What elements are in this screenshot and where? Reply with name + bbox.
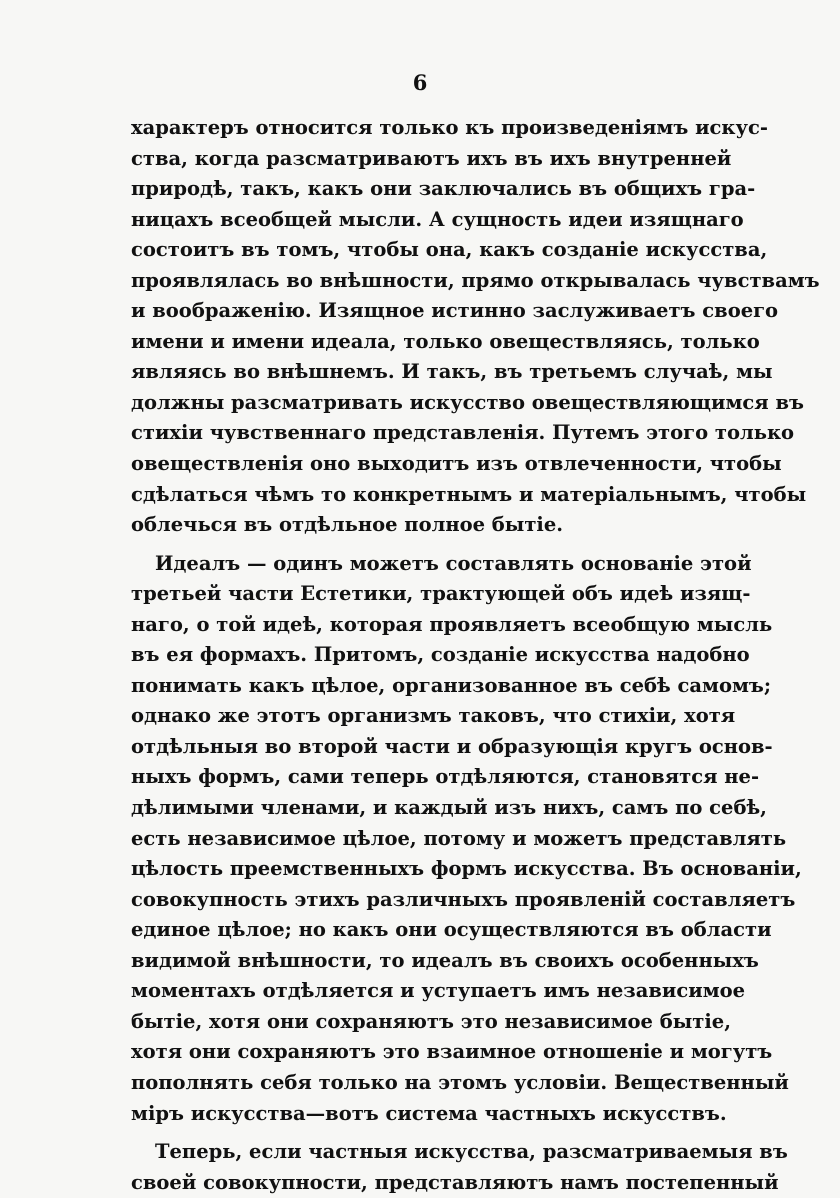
text-line: цѣлость преемственныхъ формъ искусства. Въ основаніи, [131, 857, 802, 881]
text-line: пополнять себя только на этомъ условіи. Вещественный [131, 1070, 789, 1094]
text-line: проявлялась во внѣшности, прямо открывалась чувствамъ [131, 268, 820, 292]
text-line: дѣлимыми членами, и каждый изъ нихъ, самъ по себѣ, [131, 796, 767, 820]
text-line: ныхъ формъ, сами теперь отдѣляются, становятся не- [131, 765, 760, 789]
text-line: совокупность этихъ различныхъ проявленій составляетъ [131, 887, 796, 911]
text-line: природѣ, такъ, какъ они заключались въ общихъ гра- [131, 177, 756, 201]
text-line: сдѣлаться чѣмъ то конкретнымъ и матеріальнымъ, чтобы [131, 482, 807, 506]
text-line: хотя они сохраняютъ это взаимное отношеніе и могутъ [131, 1040, 773, 1064]
text-line: стихіи чувственнаго представленія. Путемъ этого только [131, 421, 795, 445]
text-line: должны разсматривать искусство овеществляющимся въ [131, 390, 804, 414]
text-line: и воображенію. Изящное истинно заслуживаетъ своего [131, 299, 779, 323]
text-line: въ ея формахъ. Притомъ, созданіе искусства надобно [131, 643, 750, 667]
text-line: моментахъ отдѣляется и уступаетъ имъ независимое [131, 979, 746, 1003]
text-line: являясь во внѣшнемъ. И такъ, въ третьемъ случаѣ, мы [131, 360, 773, 384]
text-line: наго, о той идеѣ, которая проявляетъ всеобщую мысль [131, 612, 773, 636]
text-line: Теперь, если частныя искусства, разсматриваемыя въ [155, 1140, 788, 1164]
text-line: имени и имени идеала, только овеществляясь, только [131, 329, 760, 353]
page-number: 6 [412, 70, 428, 95]
paragraph [131, 1137, 788, 1198]
text-line: состоитъ въ томъ, чтобы она, какъ созданіе искусства, [131, 238, 768, 262]
text-line: овеществленія оно выходитъ изъ отвлеченности, чтобы [131, 452, 782, 476]
text-line: видимой внѣшности, то идеалъ въ своихъ особенныхъ [131, 948, 759, 972]
text-line: есть независимое цѣлое, потому и можетъ представлять [131, 826, 787, 850]
text-line: однако же этотъ организмъ таковъ, что стихіи, хотя [131, 704, 736, 728]
text-line: единое цѣлое; но какъ они осуществляются въ области [131, 918, 772, 942]
text-body [131, 113, 820, 1198]
text-line: ницахъ всеобщей мысли. А сущность идеи изящнаго [131, 207, 744, 231]
text-line: отдѣльныя во второй части и образующія кругъ основ- [131, 734, 773, 758]
text-line: міръ искусства—вотъ система частныхъ искусствъ. [131, 1101, 727, 1125]
text-line: облечься въ отдѣльное полное бытіе. [131, 513, 564, 537]
text-line: бытіе, хотя они сохраняютъ это независимое бытіе, [131, 1009, 731, 1033]
text-line: характеръ относится только къ произведеніямъ искус- [131, 116, 768, 139]
text-line: понимать какъ цѣлое, организованное въ себѣ самомъ; [131, 673, 772, 697]
text-line: третьей части Естетики, трактующей объ идеѣ изящ- [131, 582, 751, 606]
text-line: Идеалъ — одинъ можетъ составлять основаніе этой [155, 551, 752, 575]
text-line: своей совокупности, представляютъ намъ постепенный [131, 1170, 779, 1194]
paragraph [131, 549, 802, 1129]
paragraph [131, 113, 820, 541]
text-line: ства, когда разсматриваютъ ихъ въ ихъ внутренней [131, 146, 732, 170]
